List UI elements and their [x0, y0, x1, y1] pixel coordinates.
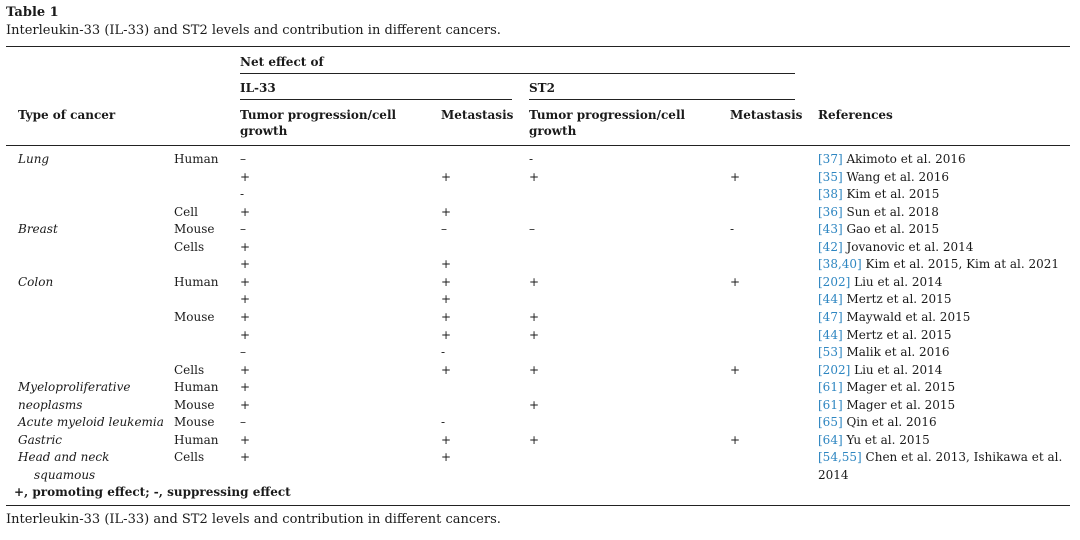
model-type: Human [174, 380, 219, 394]
il33-tumor-value: + [240, 450, 251, 464]
header-type-of-cancer: Type of cancer [18, 108, 116, 122]
il33-metastasis-value: + [441, 328, 452, 342]
model-type: Human [174, 275, 219, 289]
header-net-effect: Net effect of [240, 55, 324, 69]
il33-rule [240, 99, 512, 100]
st2-tumor-value: + [529, 363, 540, 377]
reference-link[interactable]: [44] [818, 328, 843, 342]
reference-cell [818, 397, 955, 413]
reference-cell [818, 186, 939, 202]
reference-text: Qin et al. 2016 [846, 415, 937, 429]
reference-link[interactable]: [42] [818, 240, 843, 254]
il33-metastasis-value: + [441, 363, 452, 377]
il33-tumor-value: + [240, 292, 251, 306]
reference-link[interactable]: [61] [818, 380, 843, 394]
reference-link[interactable]: [64] [818, 433, 843, 447]
st2-rule [529, 99, 795, 100]
header-st2: ST2 [529, 81, 555, 95]
il33-metastasis-value: - [441, 415, 446, 429]
header-il33-tumor-progression: Tumor progression/cell growth [240, 108, 397, 138]
reference-continuation: 2014 [818, 468, 849, 482]
il33-tumor-value: + [240, 240, 251, 254]
reference-text: Gao et al. 2015 [846, 222, 940, 236]
il33-metastasis-value: + [441, 433, 452, 447]
st2-metastasis-value: + [730, 433, 741, 447]
cancer-type: Myeloproliferative [18, 380, 131, 394]
header-st2-metastasis: Metastasis [730, 108, 803, 122]
header-il33: IL-33 [240, 81, 276, 95]
il33-metastasis-value: + [441, 170, 452, 184]
reference-link[interactable]: [43] [818, 222, 843, 236]
reference-cell [818, 151, 966, 167]
st2-tumor-value: + [529, 328, 540, 342]
reference-text: Liu et al. 2014 [854, 363, 943, 377]
st2-metastasis-value: + [730, 363, 741, 377]
header-il33-metastasis: Metastasis [441, 108, 514, 122]
reference-link[interactable]: [35] [818, 170, 843, 184]
reference-cell [818, 379, 955, 395]
reference-link[interactable]: [38] [818, 187, 843, 201]
il33-tumor-value: + [240, 275, 251, 289]
st2-tumor-value: - [529, 152, 534, 166]
header-references: References [818, 108, 893, 122]
model-type: Mouse [174, 415, 215, 429]
cancer-type: Colon [18, 275, 54, 289]
il33-metastasis-value: + [441, 205, 452, 219]
reference-text: Malik et al. 2016 [846, 345, 950, 359]
reference-link[interactable]: [53] [818, 345, 843, 359]
il33-tumor-value: + [240, 328, 251, 342]
st2-metastasis-value: - [730, 222, 735, 236]
il33-tumor-value: + [240, 363, 251, 377]
il33-tumor-value: + [240, 398, 251, 412]
reference-cell [818, 309, 970, 325]
cancer-type: Lung [18, 152, 50, 166]
model-type: Cells [174, 363, 205, 377]
st2-tumor-value: – [529, 222, 535, 236]
model-type: Mouse [174, 310, 215, 324]
reference-link[interactable]: [47] [818, 310, 843, 324]
reference-cell [818, 362, 942, 378]
reference-cell [818, 432, 930, 448]
il33-tumor-value: – [240, 222, 246, 236]
reference-cell [818, 344, 950, 360]
il33-tumor-value: + [240, 205, 251, 219]
il33-metastasis-value: + [441, 275, 452, 289]
reference-cell [818, 449, 1062, 465]
bottom-caption: Interleukin-33 (IL-33) and ST2 levels and contribution in different cancers. [6, 512, 501, 527]
st2-tumor-value: + [529, 275, 540, 289]
reference-link[interactable]: [202] [818, 275, 851, 289]
header-rule [6, 145, 1070, 146]
reference-text: Sun et al. 2018 [846, 205, 939, 219]
il33-metastasis-value: – [441, 222, 447, 236]
table-caption: Interleukin-33 (IL-33) and ST2 levels and contribution in different cancers. [6, 23, 501, 38]
il33-metastasis-value: - [441, 345, 446, 359]
il33-tumor-value: + [240, 310, 251, 324]
reference-text: Jovanovic et al. 2014 [846, 240, 974, 254]
reference-cell [818, 414, 937, 430]
il33-tumor-value: + [240, 257, 251, 271]
cancer-type: Head and neck [18, 450, 110, 464]
cancer-type: Breast [18, 222, 58, 236]
il33-tumor-value: – [240, 345, 246, 359]
reference-cell [818, 274, 942, 290]
reference-text: Mager et al. 2015 [846, 380, 956, 394]
il33-metastasis-value: + [441, 450, 452, 464]
il33-tumor-value: + [240, 170, 251, 184]
model-type: Cells [174, 450, 205, 464]
reference-text: Kim et al. 2015 [846, 187, 940, 201]
reference-link[interactable]: [44] [818, 292, 843, 306]
model-type: Mouse [174, 222, 215, 236]
cancer-type: Gastric [18, 433, 63, 447]
reference-text: Chen et al. 2013, Ishikawa et al. [865, 450, 1063, 464]
model-type: Human [174, 433, 219, 447]
table-label: Table 1 [6, 5, 59, 20]
table-footnote: +, promoting effect; -, suppressing effect [14, 485, 291, 499]
cancer-type: Acute myeloid leukemia [18, 415, 164, 429]
il33-metastasis-value: + [441, 257, 452, 271]
model-type: Human [174, 152, 219, 166]
reference-link[interactable]: [65] [818, 415, 843, 429]
reference-link[interactable]: [61] [818, 398, 843, 412]
st2-tumor-value: + [529, 310, 540, 324]
model-type: Cell [174, 205, 198, 219]
header-st2-tumor-progression: Tumor progression/cell growth [529, 108, 686, 138]
reference-link[interactable]: [36] [818, 205, 843, 219]
il33-tumor-value: – [240, 152, 246, 166]
st2-tumor-value: + [529, 433, 540, 447]
reference-link[interactable]: [38,40] [818, 257, 862, 271]
st2-metastasis-value: + [730, 170, 741, 184]
reference-cell [818, 239, 973, 255]
reference-text: Maywald et al. 2015 [846, 310, 971, 324]
il33-metastasis-value: + [441, 310, 452, 324]
il33-tumor-value: + [240, 380, 251, 394]
top-rule [6, 46, 1070, 47]
reference-cell [818, 256, 1059, 272]
il33-metastasis-value: + [441, 292, 452, 306]
reference-link[interactable]: [37] [818, 152, 843, 166]
model-type: Cells [174, 240, 205, 254]
reference-link[interactable]: [202] [818, 363, 851, 377]
il33-tumor-value: + [240, 433, 251, 447]
model-type: Mouse [174, 398, 215, 412]
st2-metastasis-value: + [730, 275, 741, 289]
reference-link[interactable]: [54,55] [818, 450, 862, 464]
il33-tumor-value: - [240, 187, 245, 201]
st2-tumor-value: + [529, 398, 540, 412]
reference-cell [818, 204, 939, 220]
reference-cell [818, 169, 949, 185]
reference-cell [818, 327, 951, 343]
bottom-rule [6, 505, 1070, 506]
net-effect-rule [240, 73, 795, 74]
reference-text: Wang et al. 2016 [846, 170, 950, 184]
reference-text: Akimoto et al. 2016 [846, 152, 966, 166]
reference-text: Yu et al. 2015 [846, 433, 930, 447]
cancer-type: neoplasms [18, 398, 83, 412]
reference-text: Mertz et al. 2015 [846, 292, 952, 306]
st2-tumor-value: + [529, 170, 540, 184]
reference-text: Mertz et al. 2015 [846, 328, 952, 342]
reference-cell [818, 221, 939, 237]
reference-text: Mager et al. 2015 [846, 398, 956, 412]
il33-tumor-value: – [240, 415, 246, 429]
reference-text: Liu et al. 2014 [854, 275, 943, 289]
reference-cell [818, 291, 951, 307]
reference-text: Kim et al. 2015, Kim at al. 2021 [865, 257, 1060, 271]
cancer-type-continuation: squamous [34, 468, 96, 482]
